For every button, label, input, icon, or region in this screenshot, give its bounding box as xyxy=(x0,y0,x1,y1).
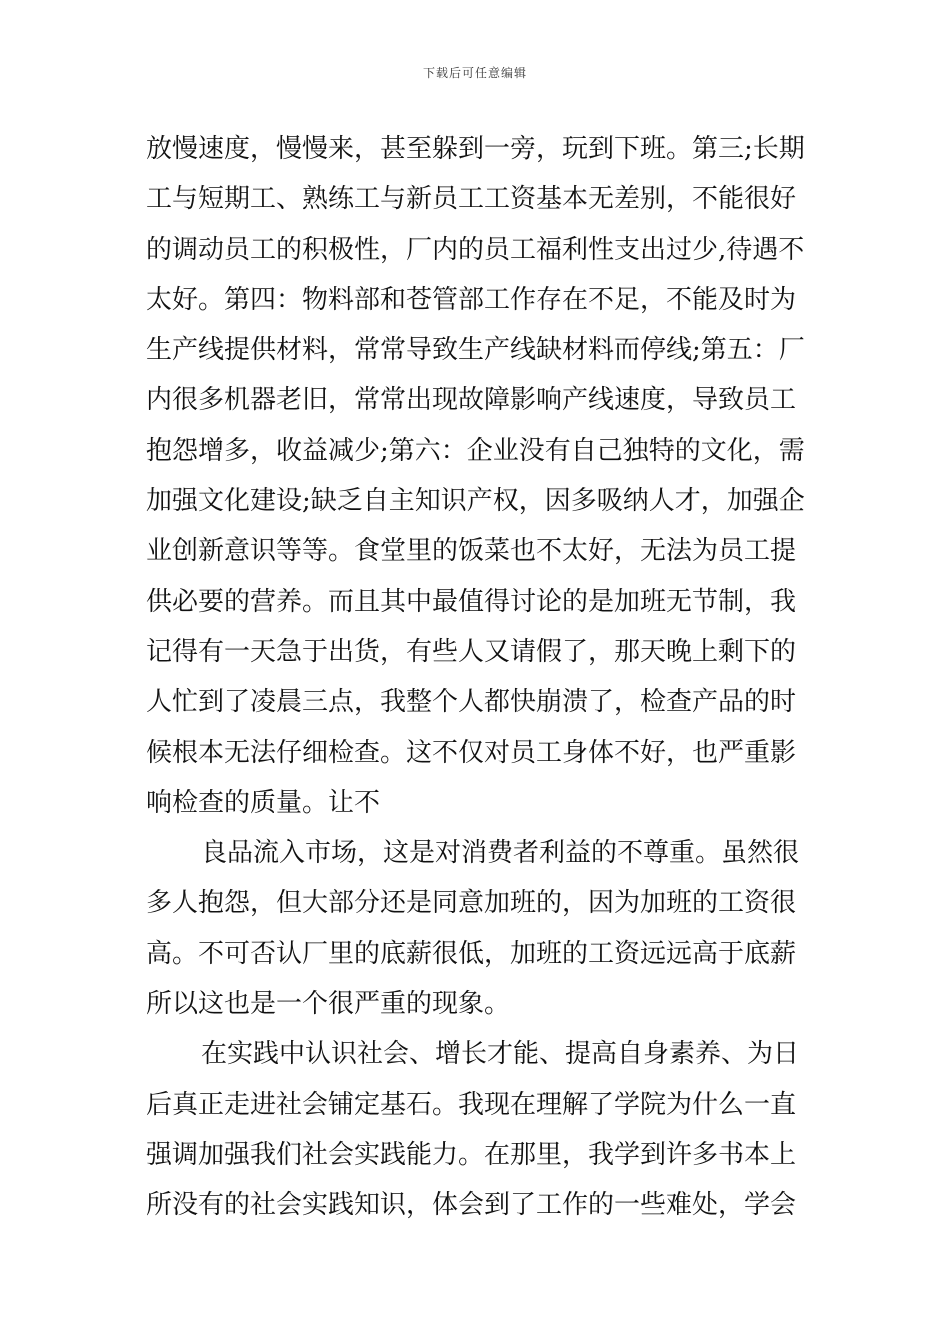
text-line: 抱怨增多，收益减少;第六：企业没有自己独特的文化，需 xyxy=(146,435,805,466)
paragraph-1 xyxy=(146,124,810,828)
text-line: 生产线提供材料，常常导致生产线缺材料而停线;第五：厂 xyxy=(146,335,805,366)
text-line: 在实践中认识社会、增长才能、提高自身素养、为日 xyxy=(201,1039,800,1070)
text-line: 工与短期工、熟练工与新员工工资基本无差别，不能很好 xyxy=(146,184,797,215)
text-line: 候根本无法仔细检查。这不仅对员工身体不好，也严重影 xyxy=(146,737,797,768)
text-line: 高。不可否认厂里的底薪很低，加班的工资远远高于底薪 xyxy=(146,938,797,969)
paragraph-3 xyxy=(146,1029,810,1230)
text-line: 良品流入市场，这是对消费者利益的不尊重。虽然很 xyxy=(201,838,800,869)
text-line: 响检查的质量。让不 xyxy=(146,787,381,818)
text-line: 放慢速度，慢慢来，甚至躲到一旁，玩到下班。第三;长期 xyxy=(146,134,805,164)
body-text xyxy=(146,124,810,1231)
text-line: 所以这也是一个很严重的现象。 xyxy=(146,989,511,1020)
text-line: 供必要的营养。而且其中最值得讨论的是加班无节制，我 xyxy=(146,586,797,617)
page-header: 下载后可任意编辑 xyxy=(422,66,527,80)
text-line: 所没有的社会实践知识，体会到了工作的一些难处，学会 xyxy=(146,1190,797,1221)
text-line: 加强文化建设;缺乏自主知识产权，因多吸纳人才，加强企 xyxy=(146,486,805,517)
text-line: 人忙到了凌晨三点，我整个人都快崩溃了，检查产品的时 xyxy=(146,687,797,718)
text-line: 多人抱怨，但大部分还是同意加班的，因为加班的工资很 xyxy=(146,888,797,919)
text-line: 后真正走进社会铺定基石。我现在理解了学院为什么一直 xyxy=(146,1089,797,1120)
paragraph-2 xyxy=(146,828,810,1029)
text-line: 内很多机器老旧，常常出现故障影响产线速度，导致员工 xyxy=(146,385,797,416)
text-line: 记得有一天急于出货，有些人又请假了，那天晚上剩下的 xyxy=(146,636,797,667)
text-line: 强调加强我们社会实践能力。在那里，我学到许多书本上 xyxy=(146,1139,797,1170)
text-line: 的调动员工的积极性，厂内的员工福利性支出过少,待遇不 xyxy=(146,234,805,265)
text-line: 太好。第四：物料部和苍管部工作存在不足，不能及时为 xyxy=(146,284,797,315)
text-line: 业创新意识等等。食堂里的饭菜也不太好，无法为员工提 xyxy=(146,536,797,567)
